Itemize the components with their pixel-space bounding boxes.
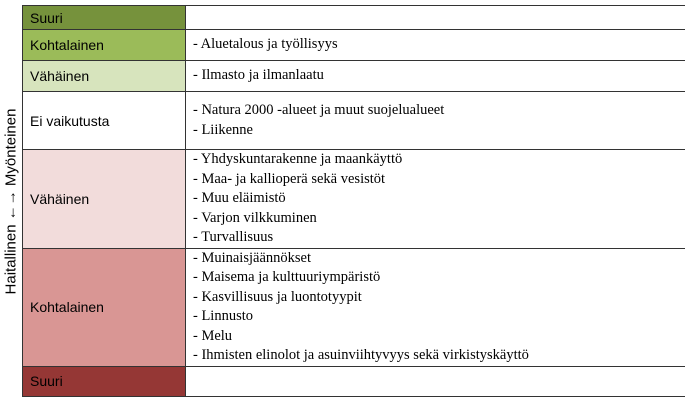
category-cell: Suuri	[23, 6, 186, 30]
category-cell: Vähäinen	[23, 150, 186, 249]
items-cell	[186, 30, 685, 61]
category-cell: Ei vaikutusta	[23, 92, 186, 150]
impact-axis-text: Haitallinen ←→ Myönteinen	[2, 108, 20, 295]
category-cell: Kohtalainen	[23, 30, 186, 61]
table-row	[23, 61, 685, 92]
list-item: - Kasvillisuus ja luontotyypit	[193, 288, 362, 305]
list-item: - Muu eläimistö	[193, 190, 286, 206]
category-cell: Suuri	[23, 366, 186, 396]
list-item: - Maa- ja kallioperä sekä vesistöt	[193, 170, 386, 187]
table-row	[23, 248, 685, 366]
items-cell	[186, 366, 685, 396]
item-list	[193, 35, 685, 55]
items-cell	[186, 6, 685, 30]
category-cell: Vähäinen	[23, 61, 186, 92]
items-cell	[186, 92, 685, 150]
list-item: - Linnusto	[193, 308, 254, 324]
items-cell	[186, 248, 685, 366]
item-list	[193, 249, 685, 366]
item-list	[193, 101, 685, 140]
list-item: - Natura 2000 -alueet ja muut suojelualueet	[193, 102, 445, 118]
impact-table	[22, 5, 685, 397]
table-row	[23, 150, 685, 249]
item-list	[193, 150, 685, 248]
list-item: - Liikenne	[193, 121, 253, 138]
impact-axis-label	[0, 0, 22, 403]
item-list	[193, 66, 685, 86]
list-item: - Ilmasto ja ilmanlaatu	[193, 67, 324, 84]
list-item: - Turvallisuus	[193, 229, 274, 245]
list-item: - Yhdyskuntarakenne ja maankäyttö	[193, 151, 403, 167]
table-row	[23, 30, 685, 61]
table-row	[23, 6, 685, 30]
list-item: - Ihmisten elinolot ja asuinviihtyvyys sekä virkistyskäyttö	[193, 347, 529, 363]
items-cell	[186, 150, 685, 249]
table-row	[23, 366, 685, 396]
list-item: - Maisema ja kulttuuriympäristö	[193, 269, 381, 285]
table-row	[23, 92, 685, 150]
category-cell: Kohtalainen	[23, 248, 186, 366]
list-item: - Muinaisjäännökset	[193, 249, 311, 266]
list-item: - Melu	[193, 327, 233, 344]
list-item: - Varjon vilkkuminen	[193, 209, 317, 226]
list-item: - Aluetalous ja työllisyys	[193, 36, 338, 53]
items-cell	[186, 61, 685, 92]
